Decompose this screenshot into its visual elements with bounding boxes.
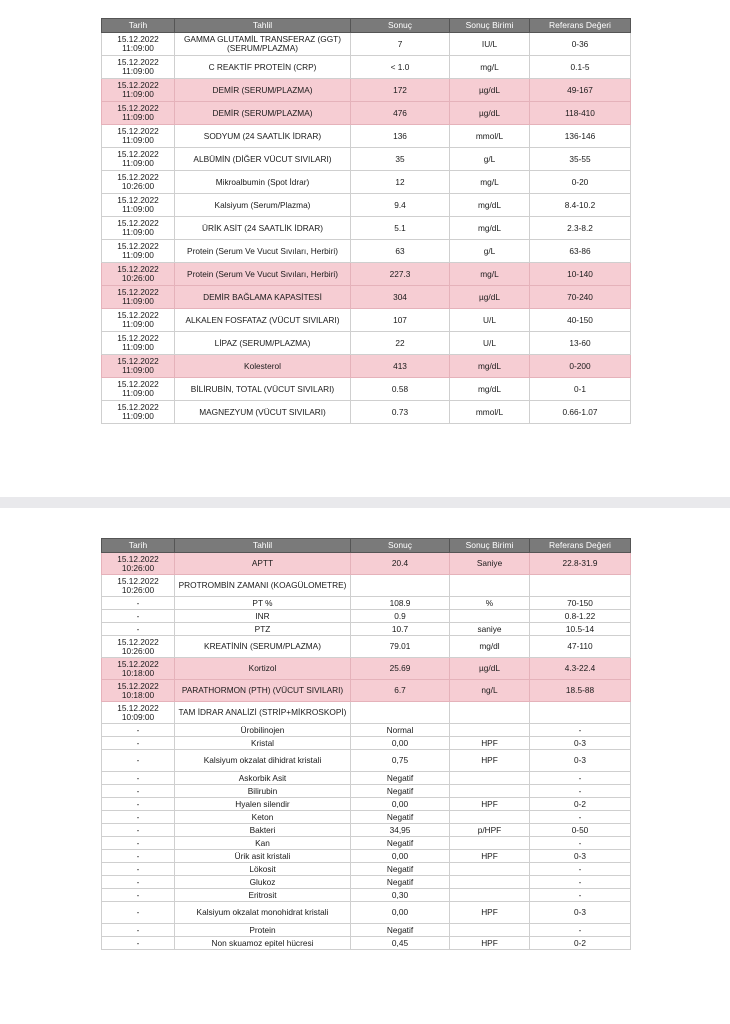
result-cell: 0.58 [351, 378, 450, 401]
reference-cell: 0-3 [530, 737, 631, 750]
header-date: Tarih [102, 539, 175, 553]
date-cell: - [102, 837, 175, 850]
reference-cell: 0-3 [530, 750, 631, 772]
unit-cell: mg/L [450, 56, 530, 79]
test-name-cell: MAGNEZYUM (VÜCUT SIVILARI) [175, 401, 351, 424]
table-row [102, 171, 631, 194]
unit-cell: % [450, 597, 530, 610]
unit-cell: mg/L [450, 263, 530, 286]
reference-cell: - [530, 876, 631, 889]
unit-cell: mg/dl [450, 636, 530, 658]
result-cell: 107 [351, 309, 450, 332]
unit-cell [450, 876, 530, 889]
date-cell: - [102, 863, 175, 876]
unit-cell: mg/dL [450, 378, 530, 401]
unit-cell [450, 772, 530, 785]
reference-cell: 70-150 [530, 597, 631, 610]
table-row [102, 56, 631, 79]
result-cell: 63 [351, 240, 450, 263]
test-name-cell: Ürik asit kristali [175, 850, 351, 863]
table-row [102, 837, 631, 850]
reference-cell: 40-150 [530, 309, 631, 332]
table-row [102, 286, 631, 309]
test-name-cell: GAMMA GLUTAMİL TRANSFERAZ (GGT) (SERUM/PLAZMA) [175, 33, 351, 56]
result-cell: 7 [351, 33, 450, 56]
test-name-cell: Protein (Serum Ve Vucut Sıvıları, Herbiri) [175, 240, 351, 263]
date-cell: 15.12.2022 10:26:00 [102, 263, 175, 286]
table-row [102, 33, 631, 56]
test-name-cell: Bakteri [175, 824, 351, 837]
test-name-cell: TAM İDRAR ANALİZİ (STRİP+MİKROSKOPİ) [175, 702, 351, 724]
result-cell: 9.4 [351, 194, 450, 217]
test-name-cell: Protein [175, 924, 351, 937]
page-separator [0, 497, 730, 508]
table-row [102, 102, 631, 125]
reference-cell: 0-36 [530, 33, 631, 56]
test-name-cell: INR [175, 610, 351, 623]
table-header-row [102, 19, 631, 33]
date-cell: - [102, 924, 175, 937]
reference-cell: 0-50 [530, 824, 631, 837]
unit-cell: HPF [450, 798, 530, 811]
table-row [102, 194, 631, 217]
result-cell: 0,45 [351, 937, 450, 950]
result-cell: 476 [351, 102, 450, 125]
unit-cell [450, 924, 530, 937]
table-row [102, 553, 631, 575]
date-cell: - [102, 798, 175, 811]
reference-cell: 0-1 [530, 378, 631, 401]
reference-cell: 0-3 [530, 850, 631, 863]
table-row [102, 217, 631, 240]
result-cell: Negatif [351, 924, 450, 937]
date-cell: - [102, 876, 175, 889]
reference-cell: - [530, 924, 631, 937]
date-cell: 15.12.2022 11:09:00 [102, 240, 175, 263]
reference-cell: 0-20 [530, 171, 631, 194]
test-name-cell: Hyalen silendir [175, 798, 351, 811]
table-row [102, 702, 631, 724]
test-name-cell: Kalsiyum okzalat monohidrat kristali [175, 902, 351, 924]
table-row [102, 125, 631, 148]
result-cell: Negatif [351, 863, 450, 876]
reference-cell: - [530, 889, 631, 902]
unit-cell: µg/dL [450, 102, 530, 125]
result-cell: 413 [351, 355, 450, 378]
header-date: Tarih [102, 19, 175, 33]
test-name-cell: BİLİRUBİN, TOTAL (VÜCUT SIVILARI) [175, 378, 351, 401]
result-cell: Negatif [351, 876, 450, 889]
result-cell: 136 [351, 125, 450, 148]
unit-cell: IU/L [450, 33, 530, 56]
result-cell: Negatif [351, 811, 450, 824]
reference-cell: 0-200 [530, 355, 631, 378]
reference-cell: 22.8-31.9 [530, 553, 631, 575]
header-result: Sonuç [351, 19, 450, 33]
date-cell: - [102, 902, 175, 924]
unit-cell: mg/dL [450, 355, 530, 378]
reference-cell [530, 702, 631, 724]
reference-cell: 8.4-10.2 [530, 194, 631, 217]
unit-cell: µg/dL [450, 286, 530, 309]
date-cell: 15.12.2022 11:09:00 [102, 286, 175, 309]
result-cell: 34,95 [351, 824, 450, 837]
result-cell: 0,30 [351, 889, 450, 902]
result-cell: 25.69 [351, 658, 450, 680]
test-name-cell: Kan [175, 837, 351, 850]
date-cell: 15.12.2022 11:09:00 [102, 332, 175, 355]
header-reference: Referans Değeri [530, 19, 631, 33]
date-cell: 15.12.2022 11:09:00 [102, 194, 175, 217]
date-cell: - [102, 824, 175, 837]
date-cell: 15.12.2022 10:18:00 [102, 658, 175, 680]
date-cell: 15.12.2022 10:18:00 [102, 680, 175, 702]
unit-cell [450, 811, 530, 824]
unit-cell: HPF [450, 937, 530, 950]
table-row [102, 750, 631, 772]
unit-cell: HPF [450, 850, 530, 863]
date-cell: - [102, 811, 175, 824]
table-row [102, 623, 631, 636]
reference-cell: 13-60 [530, 332, 631, 355]
test-name-cell: PARATHORMON (PTH) (VÜCUT SIVILARI) [175, 680, 351, 702]
table-row [102, 658, 631, 680]
unit-cell: g/L [450, 148, 530, 171]
table-row [102, 772, 631, 785]
date-cell: - [102, 610, 175, 623]
unit-cell: g/L [450, 240, 530, 263]
date-cell: - [102, 785, 175, 798]
table-row [102, 902, 631, 924]
table-row [102, 636, 631, 658]
unit-cell [450, 785, 530, 798]
table-row [102, 924, 631, 937]
table-row [102, 401, 631, 424]
date-cell: 15.12.2022 11:09:00 [102, 102, 175, 125]
test-name-cell: SODYUM (24 SAATLİK İDRAR) [175, 125, 351, 148]
date-cell: - [102, 937, 175, 950]
table-row [102, 737, 631, 750]
unit-cell [450, 575, 530, 597]
result-cell: 0,00 [351, 737, 450, 750]
unit-cell: Saniye [450, 553, 530, 575]
result-cell: 10.7 [351, 623, 450, 636]
test-name-cell: Kalsiyum (Serum/Plazma) [175, 194, 351, 217]
header-reference: Referans Değeri [530, 539, 631, 553]
table-row [102, 79, 631, 102]
table-row [102, 240, 631, 263]
date-cell: - [102, 772, 175, 785]
result-cell: 304 [351, 286, 450, 309]
table-row [102, 811, 631, 824]
result-cell: Normal [351, 724, 450, 737]
table-row [102, 724, 631, 737]
reference-cell: 10.5-14 [530, 623, 631, 636]
date-cell: 15.12.2022 10:26:00 [102, 575, 175, 597]
header-test: Tahlil [175, 539, 351, 553]
test-name-cell: Kristal [175, 737, 351, 750]
test-name-cell: Kalsiyum okzalat dihidrat kristali [175, 750, 351, 772]
reference-cell: 4.3-22.4 [530, 658, 631, 680]
reference-cell: - [530, 811, 631, 824]
date-cell: 15.12.2022 11:09:00 [102, 401, 175, 424]
result-cell: 79.01 [351, 636, 450, 658]
reference-cell [530, 575, 631, 597]
header-result: Sonuç [351, 539, 450, 553]
test-name-cell: C REAKTİF PROTEİN (CRP) [175, 56, 351, 79]
table-row [102, 850, 631, 863]
table-row [102, 575, 631, 597]
table-row [102, 876, 631, 889]
result-cell: 172 [351, 79, 450, 102]
reference-cell: - [530, 837, 631, 850]
test-name-cell: ÜRİK ASİT (24 SAATLİK İDRAR) [175, 217, 351, 240]
unit-cell: mmol/L [450, 125, 530, 148]
unit-cell [450, 610, 530, 623]
date-cell: - [102, 724, 175, 737]
reference-cell: 0.8-1.22 [530, 610, 631, 623]
table-row [102, 798, 631, 811]
table-row [102, 863, 631, 876]
result-cell: 22 [351, 332, 450, 355]
reference-cell: - [530, 772, 631, 785]
date-cell: - [102, 737, 175, 750]
result-cell: 20.4 [351, 553, 450, 575]
date-cell: - [102, 850, 175, 863]
date-cell: - [102, 750, 175, 772]
test-name-cell: APTT [175, 553, 351, 575]
table-row [102, 263, 631, 286]
reference-cell: - [530, 724, 631, 737]
result-cell: 227.3 [351, 263, 450, 286]
header-test: Tahlil [175, 19, 351, 33]
test-name-cell: Lökosit [175, 863, 351, 876]
table-row [102, 148, 631, 171]
date-cell: 15.12.2022 11:09:00 [102, 309, 175, 332]
reference-cell: - [530, 785, 631, 798]
result-cell [351, 702, 450, 724]
test-name-cell: Eritrosit [175, 889, 351, 902]
unit-cell: µg/dL [450, 79, 530, 102]
result-cell: 5.1 [351, 217, 450, 240]
table-row [102, 610, 631, 623]
unit-cell: HPF [450, 737, 530, 750]
table-row [102, 680, 631, 702]
date-cell: 15.12.2022 11:09:00 [102, 378, 175, 401]
reference-cell: 2.3-8.2 [530, 217, 631, 240]
reference-cell: 18.5-88 [530, 680, 631, 702]
date-cell: 15.12.2022 11:09:00 [102, 217, 175, 240]
test-name-cell: ALKALEN FOSFATAZ (VÜCUT SIVILARI) [175, 309, 351, 332]
unit-cell: p/HPF [450, 824, 530, 837]
test-name-cell: Keton [175, 811, 351, 824]
lab-results-table-2 [101, 538, 631, 950]
unit-cell: U/L [450, 332, 530, 355]
result-cell [351, 575, 450, 597]
result-cell: 0,00 [351, 902, 450, 924]
test-name-cell: Kolesterol [175, 355, 351, 378]
table-row [102, 597, 631, 610]
table-row [102, 824, 631, 837]
table-row [102, 355, 631, 378]
result-cell: < 1.0 [351, 56, 450, 79]
table-row [102, 937, 631, 950]
result-cell: 0,00 [351, 798, 450, 811]
reference-cell: 47-110 [530, 636, 631, 658]
unit-cell: mmol/L [450, 401, 530, 424]
result-cell: 0,00 [351, 850, 450, 863]
test-name-cell: DEMİR BAĞLAMA KAPASİTESİ [175, 286, 351, 309]
unit-cell: HPF [450, 902, 530, 924]
reference-cell: 10-140 [530, 263, 631, 286]
reference-cell: 35-55 [530, 148, 631, 171]
reference-cell: - [530, 863, 631, 876]
unit-cell [450, 702, 530, 724]
test-name-cell: PROTROMBİN ZAMANI (KOAGÜLOMETRE) [175, 575, 351, 597]
test-name-cell: DEMİR (SERUM/PLAZMA) [175, 102, 351, 125]
unit-cell: mg/dL [450, 217, 530, 240]
date-cell: 15.12.2022 10:26:00 [102, 553, 175, 575]
table-row [102, 332, 631, 355]
result-cell: Negatif [351, 772, 450, 785]
unit-cell: U/L [450, 309, 530, 332]
date-cell: - [102, 889, 175, 902]
table-row [102, 889, 631, 902]
result-cell: 6.7 [351, 680, 450, 702]
result-cell: Negatif [351, 785, 450, 798]
date-cell: 15.12.2022 11:09:00 [102, 125, 175, 148]
date-cell: 15.12.2022 10:26:00 [102, 636, 175, 658]
result-cell: 108.9 [351, 597, 450, 610]
result-cell: Negatif [351, 837, 450, 850]
reference-cell: 70-240 [530, 286, 631, 309]
date-cell: 15.12.2022 11:09:00 [102, 33, 175, 56]
unit-cell: saniye [450, 623, 530, 636]
table-row [102, 785, 631, 798]
reference-cell: 0-2 [530, 937, 631, 950]
result-cell: 35 [351, 148, 450, 171]
test-name-cell: Glukoz [175, 876, 351, 889]
reference-cell: 0-2 [530, 798, 631, 811]
test-name-cell: Bilirubin [175, 785, 351, 798]
result-cell: 0.73 [351, 401, 450, 424]
result-cell: 12 [351, 171, 450, 194]
date-cell: 15.12.2022 11:09:00 [102, 148, 175, 171]
reference-cell: 0.66-1.07 [530, 401, 631, 424]
unit-cell: mg/dL [450, 194, 530, 217]
test-name-cell: Ürobilinojen [175, 724, 351, 737]
date-cell: 15.12.2022 11:09:00 [102, 79, 175, 102]
date-cell: 15.12.2022 10:09:00 [102, 702, 175, 724]
test-name-cell: Askorbik Asit [175, 772, 351, 785]
reference-cell: 0-3 [530, 902, 631, 924]
table-row [102, 378, 631, 401]
date-cell: 15.12.2022 11:09:00 [102, 355, 175, 378]
test-name-cell: ALBÜMİN (DİĞER VÜCUT SIVILARI) [175, 148, 351, 171]
test-name-cell: PT % [175, 597, 351, 610]
unit-cell: mg/L [450, 171, 530, 194]
test-name-cell: DEMİR (SERUM/PLAZMA) [175, 79, 351, 102]
test-name-cell: PTZ [175, 623, 351, 636]
test-name-cell: Non skuamoz epitel hücresi [175, 937, 351, 950]
lab-results-table-1 [101, 18, 631, 424]
unit-cell [450, 837, 530, 850]
result-cell: 0,75 [351, 750, 450, 772]
test-name-cell: Mikroalbumin (Spot İdrar) [175, 171, 351, 194]
table-header-row [102, 539, 631, 553]
date-cell: - [102, 623, 175, 636]
unit-cell: ng/L [450, 680, 530, 702]
unit-cell: HPF [450, 750, 530, 772]
date-cell: 15.12.2022 10:26:00 [102, 171, 175, 194]
unit-cell [450, 724, 530, 737]
test-name-cell: KREATİNİN (SERUM/PLAZMA) [175, 636, 351, 658]
header-unit: Sonuç Birimi [450, 19, 530, 33]
test-name-cell: Protein (Serum Ve Vucut Sıvıları, Herbiri) [175, 263, 351, 286]
date-cell: - [102, 597, 175, 610]
reference-cell: 0.1-5 [530, 56, 631, 79]
reference-cell: 118-410 [530, 102, 631, 125]
reference-cell: 49-167 [530, 79, 631, 102]
unit-cell: µg/dL [450, 658, 530, 680]
unit-cell [450, 863, 530, 876]
unit-cell [450, 889, 530, 902]
table-row [102, 309, 631, 332]
result-cell: 0.9 [351, 610, 450, 623]
date-cell: 15.12.2022 11:09:00 [102, 56, 175, 79]
reference-cell: 136-146 [530, 125, 631, 148]
reference-cell: 63-86 [530, 240, 631, 263]
test-name-cell: Kortizol [175, 658, 351, 680]
header-unit: Sonuç Birimi [450, 539, 530, 553]
test-name-cell: LİPAZ (SERUM/PLAZMA) [175, 332, 351, 355]
